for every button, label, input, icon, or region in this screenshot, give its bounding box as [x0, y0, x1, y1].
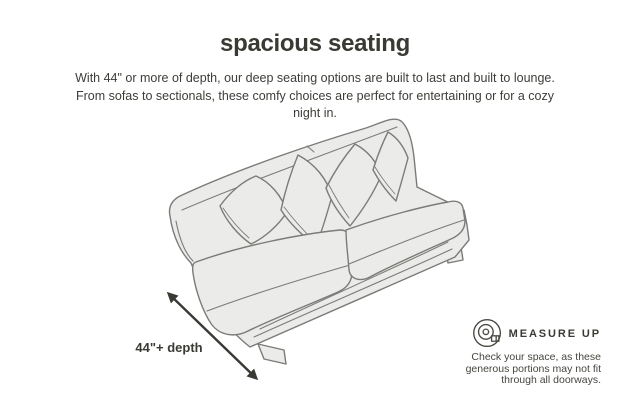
measure-up-block: [466, 318, 601, 387]
measure-up-note: [466, 352, 601, 387]
measure-up-title: MEASURE UP: [508, 327, 601, 340]
tape-measure-icon: [472, 318, 503, 349]
measure-up-note-line: Check your space, as these: [471, 351, 601, 363]
measure-up-note-line: generous portions may not fit: [465, 362, 601, 375]
measure-up-note-line: through all doorways.: [501, 374, 601, 386]
page-title: spacious seating: [220, 30, 410, 57]
depth-dimension-label: 44"+ depth: [135, 340, 203, 355]
measure-up-header: [472, 318, 601, 349]
page-description: With 44" or more of depth, our deep seating options are built to last and built to lounge. From sofas to sectionals, these comfy choices are perfect for entertaining or for a cozy night in.: [75, 71, 555, 120]
